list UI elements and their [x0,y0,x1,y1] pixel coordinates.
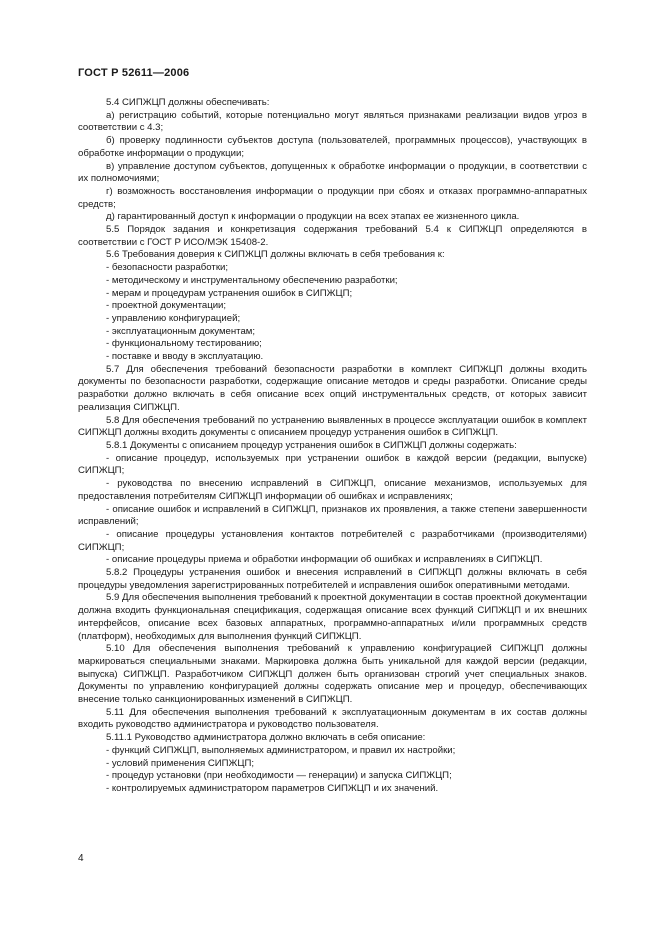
paragraph-5-5: 5.5 Порядок задания и конкретизация содержания требований 5.4 к СИПЖЦП определяются в соответствии с ГОСТ Р ИСО/МЭК 15408-2. [78,224,587,248]
list-item: - эксплуатационным документам; [106,325,256,337]
list-item: - контролируемых администратором параметров СИПЖЦП и их значений. [106,782,439,794]
paragraph-5-11-1: 5.11.1 Руководство администратора должно включать в себя описание: [106,732,426,744]
item-g: г) возможность восстановления информации о продукции при сбоях и отказах программно-аппаратных средств; [78,185,587,210]
list-item: - поставке и вводу в эксплуатацию. [106,351,264,363]
paragraph-5-7: 5.7 Для обеспечения требований безопасности разработки в комплект СИПЖЦП должны входить документы по безопасности разработки, содержащие описание методов и среды разработки. Описание среды разработки должно включать в себя описание всех опций инструментальных средств, от которых зависит реализация СИПЖЦП. [78,363,587,413]
paragraph-5-11: 5.11 Для обеспечения выполнения требований к эксплуатационным документам в их состав должны входить руководство администратора и руководство пользователя. [78,706,587,731]
paragraph-5-4: 5.4 СИПЖЦП должны обеспечивать: [106,97,270,108]
list-item: - проектной документации; [106,300,227,312]
list-item: - методическому и инструментальному обеспечению разработки; [106,274,398,286]
paragraph-5-6: 5.6 Требования доверия к СИПЖЦП должны включать в себя требования к: [106,249,445,261]
item-b: б) проверку подлинности субъектов доступа (пользователей, программных процессов), участвующих в обработке информации о продукции; [78,135,587,159]
list-item: - функциональному тестированию; [106,338,262,350]
list-item: - управлению конфигурацией; [106,312,241,324]
list-item: - мерам и процедурам устранения ошибок в СИПЖЦП; [106,287,353,299]
list-item: - процедур установки (при необходимости — генерации) и запуска СИПЖЦП; [106,770,452,782]
list-item: - условий применения СИПЖЦП; [106,757,255,769]
paragraph-5-8-1: 5.8.1 Документы с описанием процедур устранения ошибок в СИПЖЦП должны содержать: [106,439,517,451]
item-d: д) гарантированный доступ к информации о продукции на всех этапах ее жизненного цикла. [106,211,520,223]
paragraph-5-8-2: 5.8.2 Процедуры устранения ошибок и внесения исправлений в СИПЖЦП должны включать в себя процедуры уведомления зарегистрированных потребителей и исправления ошибок оперативными методами. [78,567,587,591]
item-v: в) управление доступом субъектов, допущенных к обработке информации о продукции, в соответствии с их полномочиями; [78,160,587,185]
list-item: - описание процедуры приема и обработки информации об ошибках и исправлениях в СИПЖЦП. [106,554,543,566]
list-item: - руководства по внесению исправлений в СИПЖЦП, описание механизмов, используемых для предоставления потребителям СИПЖЦП информации об ошибках и исправлениях; [78,478,587,502]
list-item: - функций СИПЖЦП, выполняемых администратором, и правил их настройки; [106,744,456,756]
document-body [78,97,587,796]
list-item: - описание процедур, используемых при устранении ошибок в каждой версии (редакции, выпуске) СИПЖЦП; [78,452,587,477]
list-item: - описание процедуры установления контактов потребителей с разработчиками (производителями) СИПЖЦП; [78,528,587,553]
document-header: ГОСТ Р 52611—2006 [78,67,190,79]
paragraph-5-10: 5.10 Для обеспечения выполнения требований к управлению конфигурацией СИПЖЦП должны маркироваться специальными знаками. Маркировка должна быть уникальной для каждой версии (редакции, выпуска) СИПЖЦП. Разработчиком СИПЖЦП должен быть организован строгий учет специальных знаков. Документы по управлению конфигурацией должны содержать описание мер и процедур, обеспечивающих внесение только санкционированных изменений в СИПЖЦП. [78,643,587,706]
list-item: - описание ошибок и исправлений в СИПЖЦП, признаков их проявления, а также степени завершенности исправлений; [78,503,587,528]
paragraph-5-8: 5.8 Для обеспечения требований по устранению выявленных в процессе эксплуатации ошибок в комплект СИПЖЦП должны входить документы с описанием процедур устранения ошибок в СИПЖЦП. [78,414,587,439]
item-a: а) регистрацию событий, которые потенциально могут являться признаками реализации видов угроз в соответствии с 4.3; [78,109,587,134]
list-item: - безопасности разработки; [106,262,229,274]
paragraph-5-9: 5.9 Для обеспечения выполнения требований к проектной документации в состав проектной документации должна входить функциональная спецификация, содержащая описание всех функций СИПЖЦП и их внешних интерфейсов, описание всех базовых аппаратных, программно-аппаратных и/или программных средств (платформ), необходимых для выполнения функций СИПЖЦП. [78,592,587,642]
page-number: 4 [78,853,84,864]
